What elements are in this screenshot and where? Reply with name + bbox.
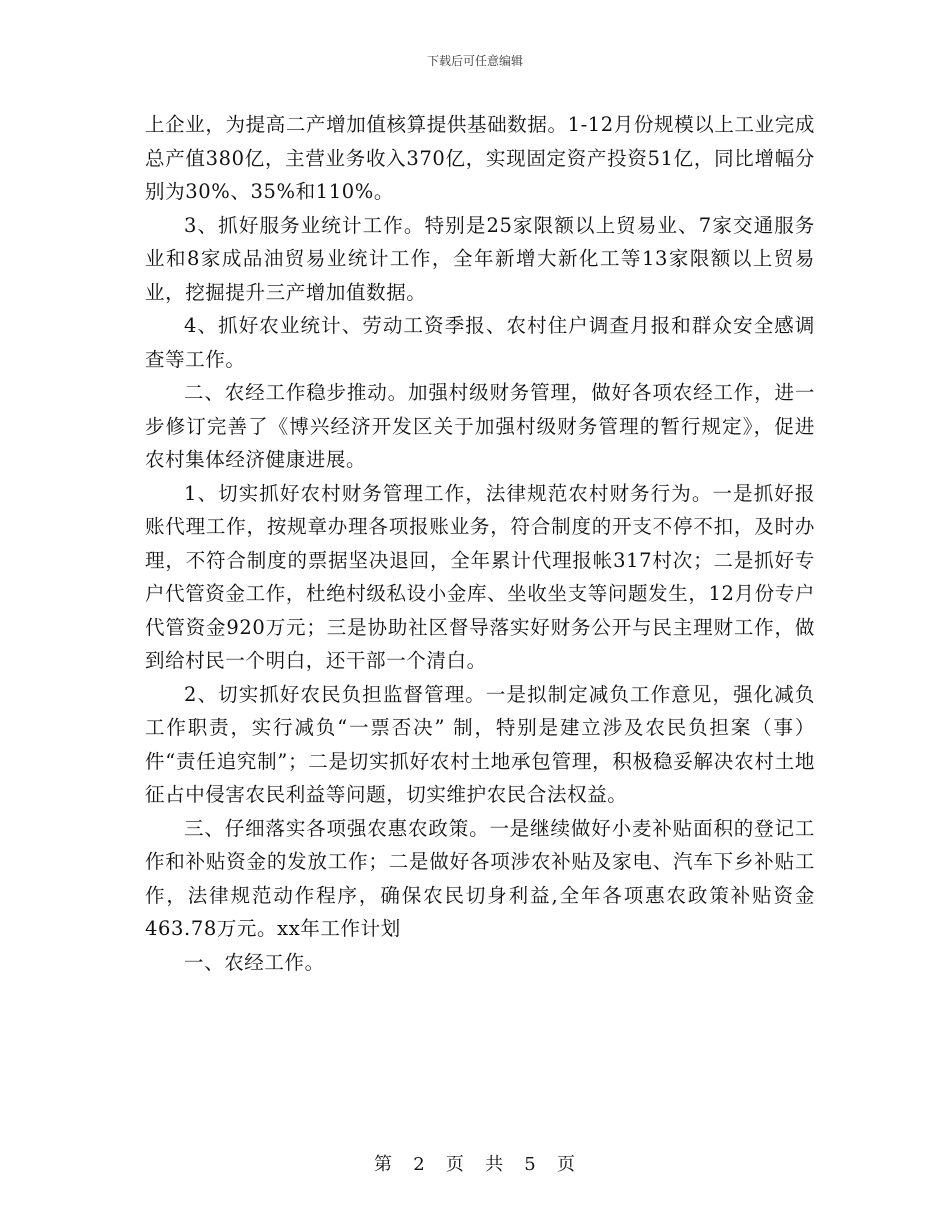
paragraph-rural-finance: 1、切实抓好农村财务管理工作，法律规范农村财务行为。一是抓好报账代理工作，按规章办理各项报账业务，符合制度的开支不停不扣，及时办理，不符合制度的票据坚决退回，全年累计代理报帐317村次；二是抓好专户代管资金工作，杜绝村级私设小金库、坐收坐支等问题发生，12月份专户代管资金920万元；三是协助社区督导落实好财务公开与民主理财工作，做到给村民一个明白，还干部一个清白。 (145, 481, 815, 672)
footer-label-unit-end: 页 (556, 1154, 576, 1175)
footer-current-page: 2 (413, 1154, 426, 1175)
paragraph-section-heading: 一、农经工作。 (184, 950, 325, 974)
document-body (145, 108, 815, 979)
paragraph-farmer-burden: 2、切实抓好农民负担监督管理。一是拟制定减负工作意见，强化减负工作职责，实行减负“一票否决” 制，特别是建立涉及农民负担案（事）件“责任追究制”；二是切实抓好农村土地承包管理，积极稳妥解决农村土地征占中侵害农民利益等问题，切实维护农民合法权益。 (145, 682, 815, 806)
footer-total-pages: 5 (524, 1154, 537, 1175)
paragraph-service-statistics: 3、抓好服务业统计工作。特别是25家限额以上贸易业、7家交通服务业和8家成品油贸易业统计工作，全年新增大新化工等13家限额以上贸易业，挖掘提升三产增加值数据。 (145, 213, 815, 304)
footer-label-unit: 页 (445, 1154, 465, 1175)
paragraph-policy: 三、仔细落实各项强农惠农政策。一是继续做好小麦补贴面积的登记工作和补贴资金的发放工作；二是做好各项涉农补贴及家电、汽车下乡补贴工作，法律规范动作程序，确保农民切身利益,全年各项惠农政策补贴资金463.78万元。xx年工作计划 (145, 816, 815, 940)
header-note: 下载后可任意编辑 (426, 54, 523, 68)
footer-label-page: 第 (374, 1154, 394, 1175)
page-footer (0, 1150, 950, 1176)
paragraph-agriculture-statistics: 4、抓好农业统计、劳动工资季报、农村住户调查月报和群众安全感调查等工作。 (145, 314, 815, 371)
paragraph-continuation: 上企业，为提高二产增加值核算提供基础数据。1-12月份规模以上工业完成总产值380亿，主营业务收入370亿，实现固定资产投资51亿，同比增幅分别为30%、35%和110%。 (145, 113, 815, 203)
footer-label-total: 共 (485, 1154, 505, 1175)
paragraph-rural-economy: 二、农经工作稳步推动。加强村级财务管理，做好各项农经工作，进一步修订完善了《博兴经济开发区关于加强村级财务管理的暂行规定》，促进农村集体经济健康进展。 (145, 381, 815, 471)
